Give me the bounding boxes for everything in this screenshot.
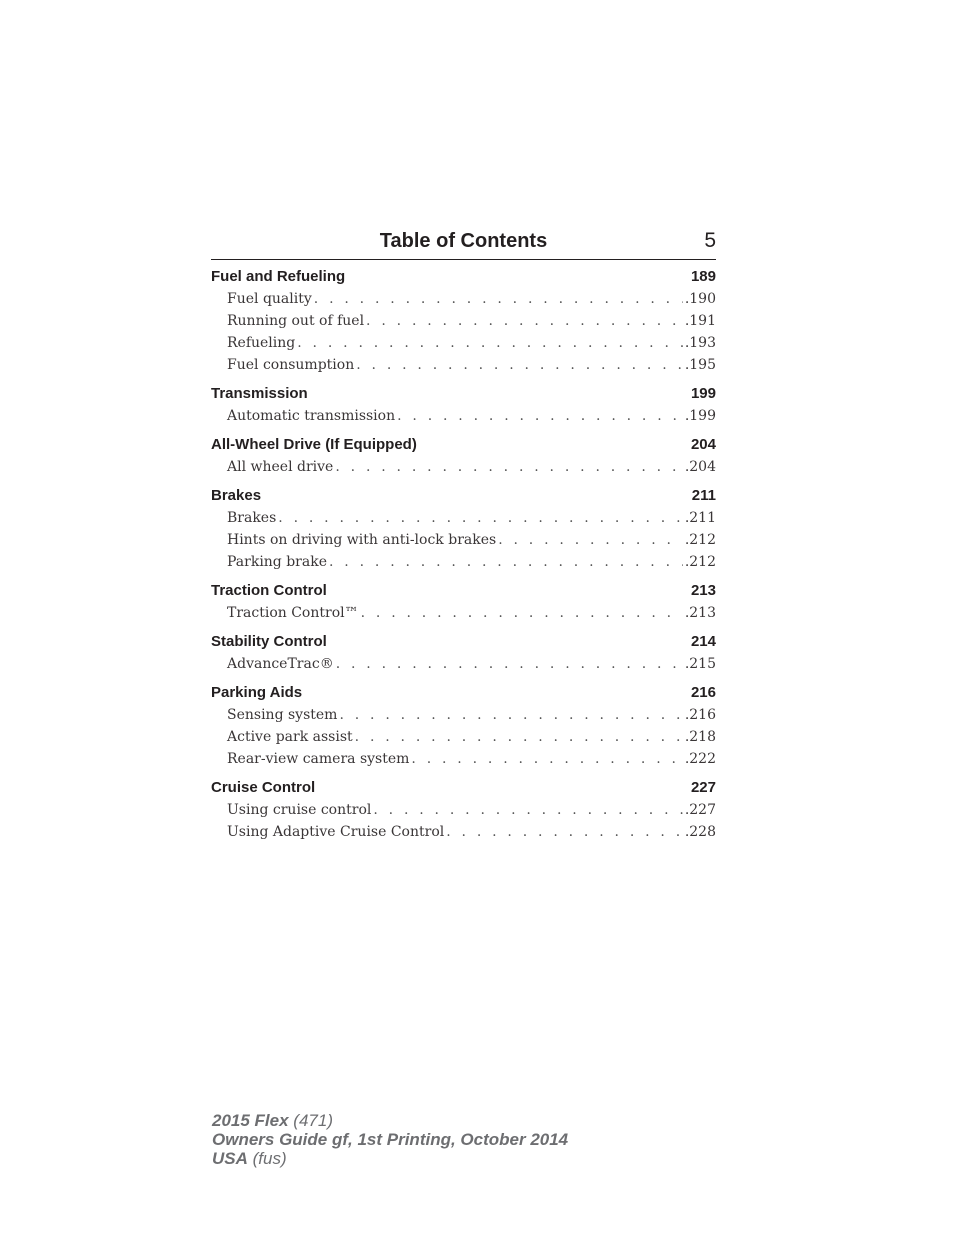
toc-entry[interactable]: [211, 310, 716, 332]
entry-title: All wheel drive: [227, 459, 334, 475]
document-footer: [212, 1111, 568, 1168]
section-page-number: 214: [690, 633, 716, 650]
entry-page-number: .215: [684, 656, 716, 672]
toc-section: [211, 777, 716, 843]
entry-title: Automatic transmission: [227, 408, 396, 424]
dot-leader: [361, 602, 683, 624]
dot-leader: [278, 507, 683, 529]
page-title: Table of Contents: [379, 230, 548, 252]
section-page-number: 211: [691, 487, 716, 504]
footer-model: 2015 Flex: [212, 1111, 289, 1130]
dot-leader: [314, 288, 683, 310]
entry-page-number: .195: [684, 357, 716, 373]
toc-section-heading[interactable]: [211, 777, 716, 799]
toc-entry[interactable]: [211, 456, 716, 478]
entry-title: Hints on driving with anti-lock brakes: [227, 532, 497, 548]
toc-entry[interactable]: [211, 799, 716, 821]
entry-title: Active park assist: [227, 729, 353, 745]
entry-title: Parking brake: [227, 554, 327, 570]
toc-section-heading[interactable]: [211, 485, 716, 507]
toc-section-heading[interactable]: [211, 383, 716, 405]
dot-leader: [498, 529, 683, 551]
toc-entry[interactable]: [211, 529, 716, 551]
toc-entry[interactable]: [211, 288, 716, 310]
dot-leader: [373, 799, 682, 821]
entry-title: Using cruise control: [227, 802, 372, 818]
page-header: [211, 226, 716, 260]
dot-leader: [336, 653, 683, 675]
entry-page-number: .211: [684, 510, 716, 526]
section-title: Parking Aids: [211, 684, 303, 701]
toc-entry[interactable]: [211, 821, 716, 843]
toc-section: [211, 434, 716, 478]
entry-page-number: .204: [684, 459, 716, 475]
entry-page-number: .190: [684, 291, 716, 307]
entry-title: Running out of fuel: [227, 313, 365, 329]
toc-section: [211, 383, 716, 427]
entry-page-number: .191: [684, 313, 716, 329]
section-page-number: 204: [690, 436, 716, 453]
toc-entry[interactable]: [211, 354, 716, 376]
section-page-number: 213: [690, 582, 716, 599]
entry-title: Brakes: [227, 510, 277, 526]
entry-page-number: .216: [684, 707, 716, 723]
section-page-number: 199: [690, 385, 716, 402]
toc-entry[interactable]: [211, 704, 716, 726]
dot-leader: [339, 704, 682, 726]
section-page-number: 189: [690, 268, 716, 285]
toc-entry[interactable]: [211, 551, 716, 573]
footer-line-edition: [212, 1130, 568, 1149]
toc-section-heading[interactable]: [211, 631, 716, 653]
footer-line-model: [212, 1111, 568, 1130]
toc-section-heading[interactable]: [211, 434, 716, 456]
section-title: Stability Control: [211, 633, 327, 650]
section-title: Transmission: [211, 385, 308, 402]
toc-section: [211, 580, 716, 624]
dot-leader: [446, 821, 683, 843]
dot-leader: [329, 551, 683, 573]
dot-leader: [335, 456, 682, 478]
section-title: Brakes: [211, 487, 262, 504]
entry-title: Sensing system: [227, 707, 338, 723]
entry-page-number: .212: [684, 554, 716, 570]
table-of-contents: [211, 266, 716, 850]
dot-leader: [297, 332, 683, 354]
footer-line-market: [212, 1149, 568, 1168]
entry-title: Fuel consumption: [227, 357, 355, 373]
toc-entry[interactable]: [211, 748, 716, 770]
entry-page-number: .212: [684, 532, 716, 548]
section-title: Cruise Control: [211, 779, 316, 796]
toc-section: [211, 266, 716, 376]
entry-title: Using Adaptive Cruise Control: [227, 824, 445, 840]
entry-page-number: .213: [684, 605, 716, 621]
toc-section: [211, 631, 716, 675]
entry-title: AdvanceTrac®: [227, 656, 334, 672]
entry-title: Rear-view camera system: [227, 751, 410, 767]
toc-entry[interactable]: [211, 507, 716, 529]
entry-page-number: .199: [684, 408, 716, 424]
toc-entry[interactable]: [211, 726, 716, 748]
dot-leader: [397, 405, 683, 427]
toc-section-heading[interactable]: [211, 682, 716, 704]
toc-entry[interactable]: [211, 602, 716, 624]
footer-edition: Owners Guide gf, 1st Printing, October 2014: [212, 1130, 569, 1149]
section-page-number: 227: [690, 779, 716, 796]
footer-market: USA: [212, 1149, 248, 1168]
dot-leader: [356, 354, 683, 376]
entry-page-number: .218: [684, 729, 716, 745]
toc-section: [211, 485, 716, 573]
toc-section: [211, 682, 716, 770]
toc-section-heading[interactable]: [211, 266, 716, 288]
section-title: Traction Control: [211, 582, 327, 599]
toc-entry[interactable]: [211, 653, 716, 675]
toc-entry[interactable]: [211, 405, 716, 427]
entry-page-number: .227: [684, 802, 716, 818]
footer-model-code: (471): [293, 1111, 333, 1130]
entry-page-number: .222: [684, 751, 716, 767]
entry-page-number: .193: [684, 335, 716, 351]
page-number: 5: [704, 229, 716, 252]
entry-title: Refueling: [227, 335, 296, 351]
section-page-number: 216: [690, 684, 716, 701]
dot-leader: [411, 748, 682, 770]
toc-section-heading[interactable]: [211, 580, 716, 602]
entry-title: Traction Control™: [227, 605, 359, 621]
section-title: Fuel and Refueling: [211, 268, 346, 285]
dot-leader: [366, 310, 683, 332]
entry-page-number: .228: [684, 824, 716, 840]
dot-leader: [355, 726, 683, 748]
entry-title: Fuel quality: [227, 291, 312, 307]
toc-entry[interactable]: [211, 332, 716, 354]
section-title: All-Wheel Drive (If Equipped): [211, 436, 417, 453]
footer-market-code: (fus): [252, 1149, 287, 1168]
